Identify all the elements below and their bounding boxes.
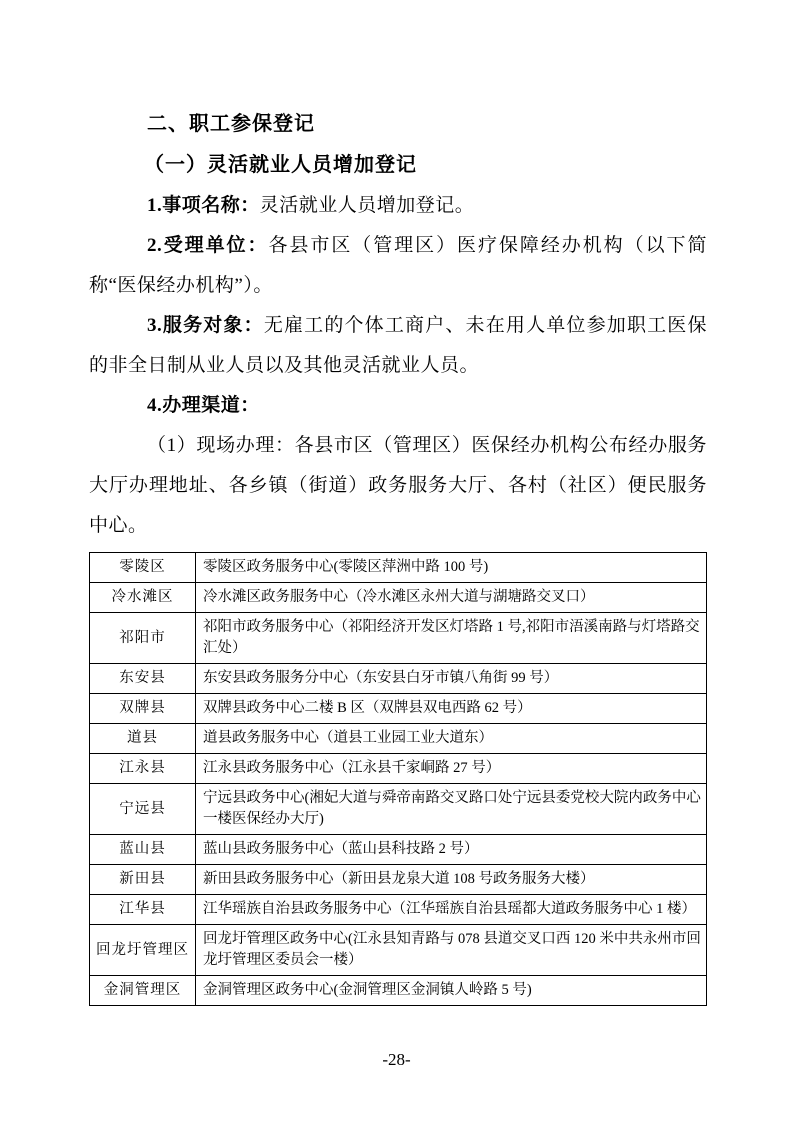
paragraph-label: 1.事项名称： [147, 195, 260, 216]
table-row [90, 835, 707, 865]
paragraph-accepting-unit [89, 226, 707, 306]
table-row [90, 895, 707, 925]
address-cell: 东安县政务服务分中心（东安县白牙市镇八角街 99 号） [196, 664, 707, 694]
region-cell: 金洞管理区 [90, 976, 196, 1006]
paragraph-label: 3.服务对象： [147, 315, 264, 336]
page-number: -28- [382, 1050, 411, 1069]
address-cell: 宁远县政务中心(湘妃大道与舜帝南路交叉路口处宁远县委党校大院内政务中心一楼医保经办大厅) [196, 784, 707, 835]
table-row [90, 613, 707, 664]
paragraph-text: 灵活就业人员增加登记。 [259, 195, 475, 216]
address-cell: 冷水滩区政务服务中心（冷水滩区永州大道与湖塘路交叉口） [196, 583, 707, 613]
table-row [90, 583, 707, 613]
table-row [90, 754, 707, 784]
paragraph-channels [89, 386, 707, 426]
address-cell: 金洞管理区政务中心(金洞管理区金洞镇人岭路 5 号) [196, 976, 707, 1006]
table-row [90, 784, 707, 835]
service-center-table [89, 552, 707, 1006]
region-cell: 蓝山县 [90, 835, 196, 865]
section-heading: 二、职工参保登记 [147, 113, 315, 135]
paragraph-label: 2.受理单位： [147, 235, 269, 256]
address-cell: 道县政务服务中心（道县工业园工业大道东） [196, 724, 707, 754]
region-cell: 江华县 [90, 895, 196, 925]
paragraph-text: 各县市区（管理区）医疗保障经办机构（以下简称“医保经办机构”）。 [89, 235, 707, 296]
region-cell: 回龙圩管理区 [90, 925, 196, 976]
address-cell: 江永县政务服务中心（江永县千家峒路 27 号） [196, 754, 707, 784]
region-cell: 冷水滩区 [90, 583, 196, 613]
paragraph-text: （1）现场办理：各县市区（管理区）医保经办机构公布经办服务大厅办理地址、各乡镇（街道）政务服务大厅、各村（社区）便民服务中心。 [89, 435, 707, 536]
region-cell: 零陵区 [90, 553, 196, 583]
table-row [90, 724, 707, 754]
table-row [90, 664, 707, 694]
paragraph-onsite-handling [89, 426, 707, 546]
address-cell: 江华瑶族自治县政务服务中心（江华瑶族自治县瑶都大道政务服务中心 1 楼） [196, 895, 707, 925]
paragraph-service-target [89, 306, 707, 386]
region-cell: 祁阳市 [90, 613, 196, 664]
address-cell: 零陵区政务服务中心(零陵区萍洲中路 100 号) [196, 553, 707, 583]
region-cell: 宁远县 [90, 784, 196, 835]
region-cell: 双牌县 [90, 694, 196, 724]
table-row [90, 925, 707, 976]
content-area [89, 104, 707, 1006]
region-cell: 江永县 [90, 754, 196, 784]
address-cell: 双牌县政务中心二楼 B 区（双牌县双电西路 62 号） [196, 694, 707, 724]
table-row [90, 976, 707, 1006]
table-row [90, 694, 707, 724]
address-cell: 祁阳市政务服务中心（祁阳经济开发区灯塔路 1 号,祁阳市浯溪南路与灯塔路交汇处） [196, 613, 707, 664]
address-cell: 蓝山县政务服务中心（蓝山县科技路 2 号） [196, 835, 707, 865]
subsection-heading: （一）灵活就业人员增加登记 [144, 154, 417, 176]
region-cell: 东安县 [90, 664, 196, 694]
paragraph-text: 无雇工的个体工商户、未在用人单位参加职工医保的非全日制从业人员以及其他灵活就业人员。 [89, 315, 707, 376]
table-row [90, 553, 707, 583]
paragraph-item-name [89, 186, 707, 226]
address-cell: 回龙圩管理区政务中心(江永县知青路与 078 县道交叉口西 120 米中共永州市回龙圩管理区委员会一楼） [196, 925, 707, 976]
paragraph-label: 4.办理渠道： [147, 395, 260, 416]
region-cell: 道县 [90, 724, 196, 754]
region-cell: 新田县 [90, 865, 196, 895]
address-cell: 新田县政务服务中心（新田县龙泉大道 108 号政务服务大楼） [196, 865, 707, 895]
table-row [90, 865, 707, 895]
